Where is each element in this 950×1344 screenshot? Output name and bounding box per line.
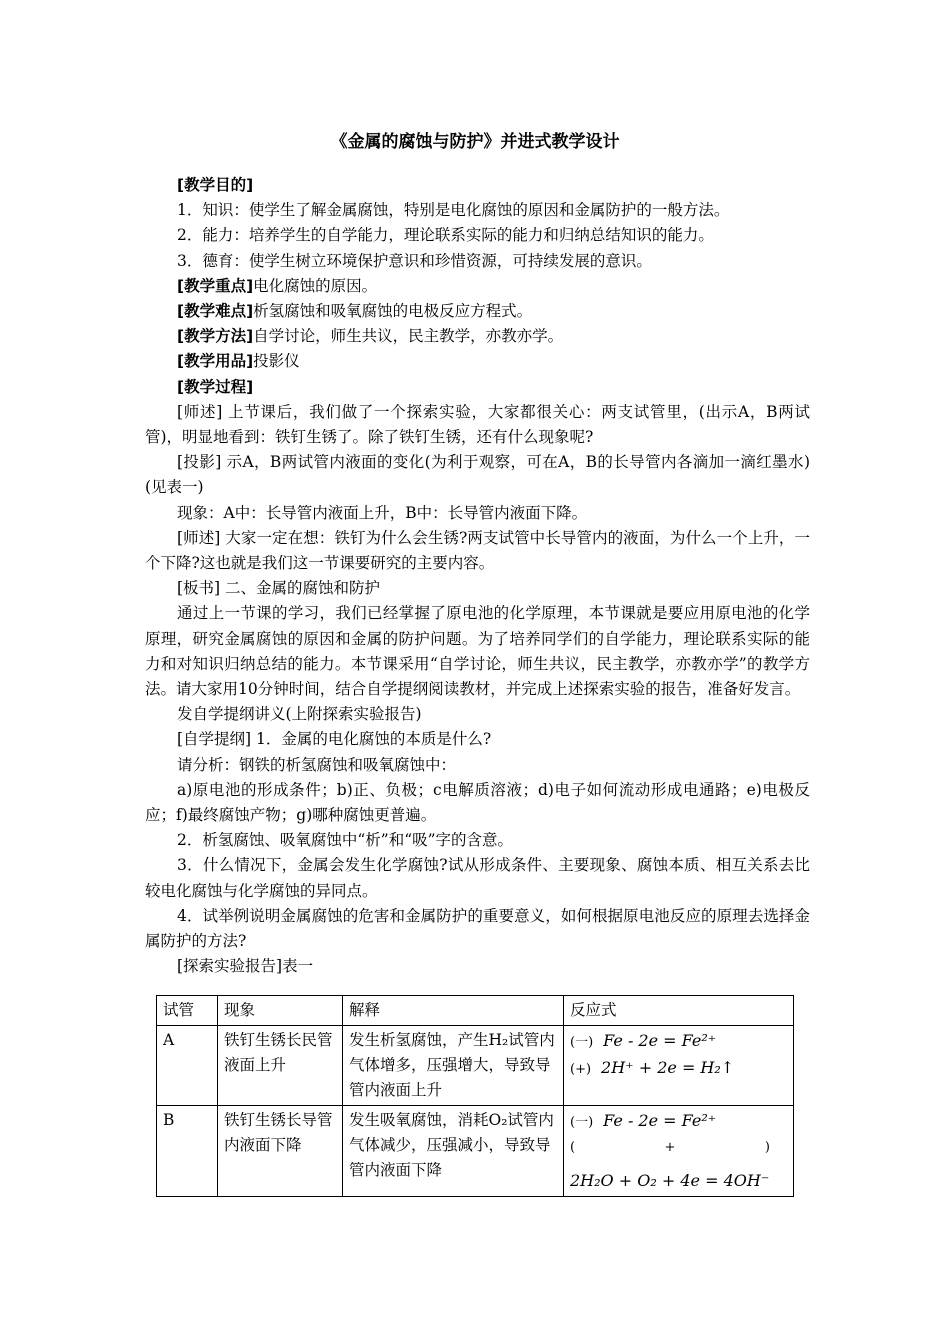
objectives-heading: [教学目的] — [177, 176, 254, 194]
difficulty-heading: [教学难点] — [177, 302, 254, 321]
negative-sign: (一) — [570, 1115, 594, 1130]
objective-item: 2．能力：培养学生的自学能力，理论联系实际的能力和归纳总结知识的能力。 — [177, 226, 714, 245]
tools — [145, 349, 810, 374]
table-row — [157, 1026, 794, 1106]
header-tube: 试管 — [157, 996, 218, 1026]
method — [145, 324, 810, 349]
paragraph: 4．试举例说明金属腐蚀的危害和金属防护的重要意义，如何根据原电池反应的原理去选择金属防护的方法? — [145, 906, 810, 951]
positive-electrode-equation — [570, 1168, 787, 1194]
paragraph: [投影] 示A，B两试管内液面的变化(为利于观察，可在A，B的长导管内各滴加一滴红墨水)(见表一) — [145, 453, 810, 497]
method-heading: [教学方法] — [177, 327, 254, 346]
explanation-cell: 发生吸氧腐蚀，消耗O₂试管内气体减少，压强减小，导致导管内液面下降 — [343, 1106, 564, 1197]
tools-text: 投影仪 — [253, 352, 300, 371]
paragraph: 请分析：钢铁的析氢腐蚀和吸氧腐蚀中： — [177, 755, 457, 774]
negative-electrode-equation — [570, 1108, 787, 1135]
document-title: 《金属的腐蚀与防护》并进式教学设计 — [330, 132, 620, 152]
document-body — [145, 173, 810, 980]
table-row — [157, 1106, 794, 1197]
key-point — [145, 274, 810, 299]
difficulty — [145, 299, 810, 324]
phenomenon-cell: 铁钉生锈长民管液面上升 — [218, 1026, 343, 1106]
tools-heading: [教学用品] — [177, 352, 254, 371]
equation: Fe - 2e = Fe²⁺ — [603, 1111, 717, 1130]
positive-electrode-equation — [570, 1055, 787, 1082]
key-point-heading: [教学重点] — [177, 276, 254, 295]
paragraph: [板书] 二、金属的腐蚀和防护 — [177, 579, 381, 598]
paragraph: [自学提纲] 1．金属的电化腐蚀的本质是什么? — [177, 730, 492, 749]
negative-electrode-equation — [570, 1028, 787, 1055]
method-text: 自学讨论，师生共议，民主教学，亦教亦学。 — [253, 327, 564, 346]
paragraph: 现象：A中：长导管内液面上升，B中：长导管内液面下降。 — [177, 503, 588, 522]
experiment-report-table — [156, 995, 794, 1197]
plus-sign: + — [664, 1140, 676, 1155]
reaction-cell — [564, 1026, 794, 1106]
positive-sign-line — [570, 1135, 770, 1160]
process-heading: [教学过程] — [177, 377, 254, 396]
objective-item: 1．知识：使学生了解金属腐蚀，特别是电化腐蚀的原因和金属防护的一般方法。 — [177, 201, 730, 220]
open-paren: ( — [570, 1140, 576, 1155]
paragraph: [师述] 上节课后，我们做了一个探索实验，大家都很关心：两支试管里，(出示A，B两试管)，明显地看到：铁钉生锈了。除了铁钉生锈，还有什么现象呢? — [145, 402, 810, 447]
key-point-text: 电化腐蚀的原因。 — [253, 276, 378, 295]
positive-sign: (+) — [570, 1062, 592, 1077]
paragraph: 通过上一节课的学习，我们已经掌握了原电池的化学原理，本节课就是要应用原电池的化学原理，研究金属腐蚀的原因和金属的防护问题。为了培养同学们的自学能力，理论联系实际的能力和对知识归纳总结的能力。本节课采用“自学讨论，师生共议，民主教学，亦教亦学”的教学方法。请大家用10分钟时间，结合自学提纲阅读教材，并完成上述探索实验的报告，准备好发言。 — [145, 604, 810, 699]
tube-cell: A — [157, 1026, 218, 1106]
close-paren: ) — [764, 1140, 770, 1155]
phenomenon-cell: 铁钉生锈长导管内液面下降 — [218, 1106, 343, 1197]
negative-sign: (一) — [570, 1035, 594, 1050]
difficulty-text: 析氢腐蚀和吸氧腐蚀的电极反应方程式。 — [253, 302, 533, 321]
equation: 2H₂O + O₂ + 4e = 4OH⁻ — [570, 1171, 770, 1190]
equation: 2H⁺ + 2e = H₂↑ — [601, 1058, 735, 1077]
reaction-cell — [564, 1106, 794, 1197]
paragraph: 发自学提纲讲义(上附探索实验报告) — [177, 705, 422, 724]
objective-item: 3．德育：使学生树立环境保护意识和珍惜资源，可持续发展的意识。 — [177, 251, 652, 270]
equation: Fe - 2e = Fe²⁺ — [603, 1031, 717, 1050]
tube-cell: B — [157, 1106, 218, 1197]
header-phenomenon: 现象 — [218, 996, 343, 1026]
explanation-cell: 发生析氢腐蚀，产生H₂试管内气体增多，压强增大，导致导管内液面上升 — [343, 1026, 564, 1106]
table-header-row — [157, 996, 794, 1026]
paragraph: [师述] 大家一定在想：铁钉为什么会生锈?两支试管中长导管内的液面，为什么一个上升，一个下降?这也就是我们这一节课要研究的主要内容。 — [145, 528, 810, 573]
paragraph: a)原电池的形成条件；b)正、负极；c电解质溶液；d)电子如何流动形成电通路；e)电极反应；f)最终腐蚀产物；g)哪种腐蚀更普遍。 — [145, 780, 810, 825]
table-caption: [探索实验报告]表一 — [177, 957, 314, 976]
paragraph: 3．什么情况下，金属会发生化学腐蚀?试从形成条件、主要现象、腐蚀本质、相互关系去比较电化腐蚀与化学腐蚀的异同点。 — [145, 856, 810, 900]
paragraph: 2．析氢腐蚀、吸氧腐蚀中“析”和“吸”字的含意。 — [177, 831, 514, 850]
header-reaction: 反应式 — [564, 996, 794, 1026]
header-explanation: 解释 — [343, 996, 564, 1026]
